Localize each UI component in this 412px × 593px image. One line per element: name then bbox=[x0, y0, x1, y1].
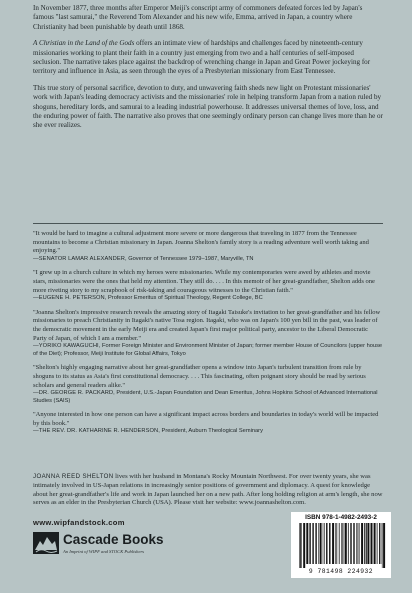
barcode-bar bbox=[371, 523, 373, 564]
isbn-barcode bbox=[291, 512, 391, 578]
endorser-name: —EUGENE H. PETERSON, bbox=[33, 295, 107, 302]
endorsement-3 bbox=[33, 309, 383, 359]
publisher-url[interactable]: www.wipfandstock.com bbox=[33, 518, 125, 527]
endorser-name: —YORIKO KAWAGUCHI, bbox=[33, 343, 101, 350]
barcode-bar bbox=[329, 523, 330, 564]
endorsement-5 bbox=[33, 411, 383, 436]
barcode-bar bbox=[303, 523, 305, 568]
endorsement-attribution bbox=[33, 390, 383, 405]
author-bio bbox=[33, 473, 383, 508]
synopsis-paragraph-3: This true story of personal sacrifice, devotion to duty, and unwavering faith sheds new light on Protestant missionaries' work with Japan's leading democracy activists and the missionaries' role in helping transform Japan from a nation ruled by shoguns, hereditary lords, and samurai to a leading industrial powerhouse. It addresses universal themes of love, loss, and the enduring power of faith. The narrative also proves that one seemingly ordinary person can change lives more than he or she ever realizes. bbox=[33, 83, 383, 130]
barcode-bar bbox=[342, 523, 343, 564]
barcode-bar bbox=[345, 523, 347, 564]
endorsement-4 bbox=[33, 364, 383, 405]
barcode-bar bbox=[332, 523, 334, 564]
barcode-bar bbox=[299, 523, 300, 568]
divider bbox=[33, 223, 383, 224]
barcode-bar bbox=[358, 523, 359, 564]
barcode-bar bbox=[336, 523, 337, 564]
barcode-bar bbox=[341, 523, 342, 564]
barcode-bar bbox=[339, 523, 340, 564]
author-bio-text: lives with her husband in Montana's Rocky Mountain Northwest. For over twenty years, she was intimately involved in US-Japan relations in increasingly senior positions of government and diplomacy. A quest for knowledge about her great-grandfather's life and work in Japan launched her on a new path. After long holding religion at arm's length, she now serves as an elder in the Presbyterian Church (USA). Please visit her website: www.joannashelton.com. bbox=[33, 473, 383, 507]
barcode-bar bbox=[353, 523, 354, 564]
barcode-bar bbox=[348, 523, 349, 564]
barcode-bar bbox=[344, 523, 345, 564]
barcode-bar bbox=[383, 523, 385, 568]
barcode-digits: 9 781498 224932 bbox=[308, 568, 374, 575]
synopsis-paragraph-2 bbox=[33, 39, 383, 77]
barcode-bar bbox=[300, 523, 301, 568]
endorser-detail: Professor Emeritus of Spiritual Theology, Regent College, BC bbox=[106, 295, 263, 302]
endorser-detail: Former Foreign Minister and Environment Minister of Japan; former member House of Councilors (upper house of the Diet); Professor, Meiji Institute for Global Affairs, Tokyo bbox=[33, 343, 383, 357]
endorsement-2 bbox=[33, 269, 383, 302]
barcode-bar bbox=[318, 523, 319, 564]
endorser-detail: Governor of Tennessee 1979–1987, Maryville, TN bbox=[126, 255, 254, 262]
barcode-bar bbox=[361, 523, 363, 564]
barcode-bar bbox=[374, 523, 376, 564]
endorser-name: —THE REV. DR. KATHARINE R. HENDERSON, bbox=[33, 428, 160, 435]
barcode-bar bbox=[323, 523, 324, 564]
endorsement-quote: "I grew up in a church culture in which my heroes were missionaries. While my contemporaries were awed by athletes and movie stars, missionaries were the ones that held my attention. They still do. . . . In this memoir of her great-grandfather, Shelton adds one more riveting story to my scrapbook of risk-taking and courageous witnesses to the Christian faith." bbox=[33, 269, 375, 294]
barcode-bar bbox=[326, 523, 327, 564]
author-name: JOANNA REED SHELTON bbox=[33, 473, 114, 480]
barcode-bar bbox=[356, 523, 357, 564]
endorser-detail: President, Auburn Theological Seminary bbox=[159, 428, 263, 435]
barcode-bar bbox=[315, 523, 316, 564]
barcode-bar bbox=[379, 523, 380, 564]
barcode-bar bbox=[366, 523, 367, 564]
barcode-bar bbox=[377, 523, 378, 564]
endorsement-quote: "Anyone interested in how one person can have a significant impact across borders and boundaries in today's world will be impacted by this book." bbox=[33, 411, 379, 427]
barcode-bar bbox=[320, 523, 322, 564]
endorsement-quote: "Joanna Shelton's impressive research reveals the amazing story of Itagaki Taisuke's invitation to her great-grandfather and his fellow missionaries to preach Christianity in Itagaki's native Tosa region. Itagaki, who was on Japan's 100 yen bill in the past, was leader of the democratic movement in the early Meiji era and created Japan's first major political party, ancestor to the Liberal Democratic Party of Japan, of which I am a member." bbox=[33, 308, 381, 342]
isbn-label: ISBN 978-1-4982-2493-2 bbox=[305, 514, 377, 521]
barcode-bar bbox=[367, 523, 369, 564]
endorsement-attribution bbox=[33, 428, 383, 436]
barcode-bar bbox=[309, 523, 310, 564]
endorsement-quote: "Shelton's highly engaging narrative about her great-grandfather opens a window into Japan's turbulent transition from rule by shoguns to its status as Asia's first constitutional democracy. . . . This fascinating, often poignant story should be read by serious scholars and general readers alike." bbox=[33, 364, 366, 389]
synopsis bbox=[33, 4, 383, 138]
synopsis-paragraph-1: In November 1877, three months after Emperor Meiji's conscript army of commoners defeated forces led by Japan's famous "last samurai," the Reverend Tom Alexander and his new wife, Emma, arrived in Japan, a country where Christianity had been punishable by death until 1868. bbox=[33, 4, 363, 31]
publisher-name: Cascade Books bbox=[63, 532, 164, 547]
barcode-bar bbox=[335, 523, 336, 564]
endorsement-1 bbox=[33, 230, 383, 263]
barcode-bar bbox=[381, 523, 382, 564]
barcode-bar bbox=[364, 523, 365, 564]
endorsement-quote: "It would be hard to imagine a cultural adjustment more severe or more dangerous that traveling in 1877 from the Tennessee mountains to become a Christian missionary in Japan. Joanna Shelton's family story is a reading adventure well worth taking and enjoying." bbox=[33, 230, 369, 255]
synopsis-paragraph-2-text: offers an intimate view of hardships and challenges faced by nineteenth-century missionaries working to plant their faith in a country just emerging from two and a half centuries of self-imposed seclusion. The narrative takes place against the backdrop of wrenching change in Japan and Great Power jockeying for territory and influence in Asia, as seen through the eyes of a Presbyterian missionary from East Tennessee. bbox=[33, 39, 371, 76]
endorsement-attribution bbox=[33, 295, 383, 303]
barcode-bar bbox=[324, 523, 325, 564]
publisher-block bbox=[33, 531, 193, 561]
endorsements bbox=[33, 230, 383, 442]
barcode-bar bbox=[350, 523, 351, 564]
barcode-bar bbox=[306, 523, 308, 564]
endorsement-attribution bbox=[33, 256, 383, 264]
barcode-bar bbox=[312, 523, 313, 564]
endorser-detail: President, U.S.-Japan Foundation and Dean Emeritus, Johns Hopkins School of Advanced International Studies (SAIS) bbox=[33, 390, 378, 404]
barcode-bar bbox=[382, 523, 383, 568]
endorser-name: —SENATOR LAMAR ALEXANDER, bbox=[33, 255, 127, 262]
publisher-imprint: An Imprint of WIPF and STOCK Publishers bbox=[63, 549, 145, 554]
barcode-bar bbox=[359, 523, 360, 564]
endorser-name: —DR. GEORGE R. PACKARD, bbox=[33, 390, 115, 397]
book-title-italic: A Christian in the Land of the Gods bbox=[33, 39, 135, 48]
barcode-bars bbox=[297, 523, 387, 568]
cascade-books-logo-icon bbox=[33, 532, 59, 554]
endorsement-attribution bbox=[33, 343, 383, 358]
